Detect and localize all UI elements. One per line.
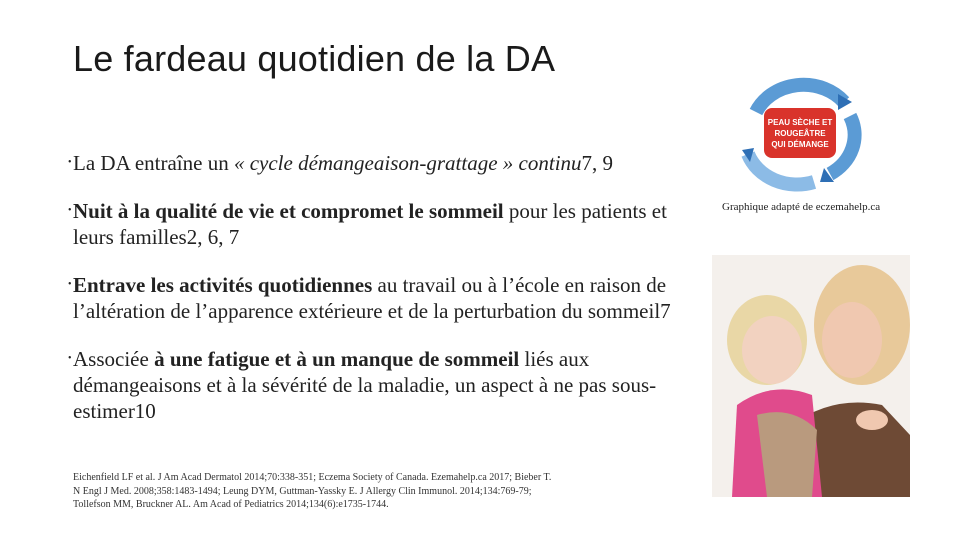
reference-line: N Engl J Med. 2008;358:1483-1494; Leung DYM, Guttman-Yassky E. J Allergy Clin Immunol. 2014;134:769-79;	[73, 485, 532, 497]
cycle-arc-bottom	[748, 154, 814, 185]
mother-child-photo	[712, 255, 910, 497]
bullet-text: La DA entraîne un	[73, 151, 234, 175]
cycle-arc-top	[756, 85, 844, 112]
photo-illustration	[712, 255, 910, 497]
bullet-text: au travail ou à l’école en raison de l’altération de l’apparence extérieure et de la perturbation du sommeil7	[73, 273, 671, 323]
bullet-bold-text: Entrave les activités quotidiennes	[73, 273, 373, 297]
bullet-dot-icon: •	[68, 157, 72, 168]
bullet-dot-icon: •	[68, 353, 72, 364]
references	[73, 471, 613, 512]
bullet-item	[68, 346, 693, 424]
bullet-item	[68, 198, 693, 250]
bullet-dot-icon: •	[68, 205, 72, 216]
reference-line: Eichenfield LF et al. J Am Acad Dermatol 2014;70:338-351; Eczema Society of Canada. Ezemahelp.ca 2017; Bieber T.	[73, 472, 552, 483]
bullet-text: 7, 9	[581, 151, 614, 175]
bullet-text: liés aux démangeaisons et à la sévérité de la maladie, un aspect à ne pas sous-estimer10	[73, 347, 657, 423]
bullet-italic-text: « cycle démangeaison-grattage » continu	[233, 151, 582, 175]
bullet-bold-text: Nuit à la qualité de vie et compromet le sommeil	[73, 199, 504, 223]
slide-title: Le fardeau quotidien de la DA	[73, 38, 556, 79]
cycle-center-text: ROUGEÂTRE	[774, 129, 826, 138]
bullet-bold-text: à une fatigue et à un manque de sommeil	[154, 347, 520, 371]
cycle-center-text: PEAU SÈCHE ET	[767, 118, 833, 127]
bullet-item	[68, 272, 693, 324]
bullet-text: Associée	[73, 347, 155, 371]
reference-line: Tollefson MM, Bruckner AL. Am Acad of Pediatrics 2014;134(6):e1735-1744.	[73, 499, 389, 510]
bullet-item	[68, 150, 693, 176]
bullet-text: pour les patients et leurs familles2, 6, 7	[73, 199, 667, 249]
bullet-list	[68, 150, 693, 446]
bullet-dot-icon: •	[68, 279, 72, 290]
graphic-caption: Graphique adapté de eczemahelp.ca	[722, 201, 881, 213]
itch-scratch-cycle-graphic	[726, 72, 872, 196]
cycle-center-text: QUI DÉMANGE	[771, 140, 829, 149]
